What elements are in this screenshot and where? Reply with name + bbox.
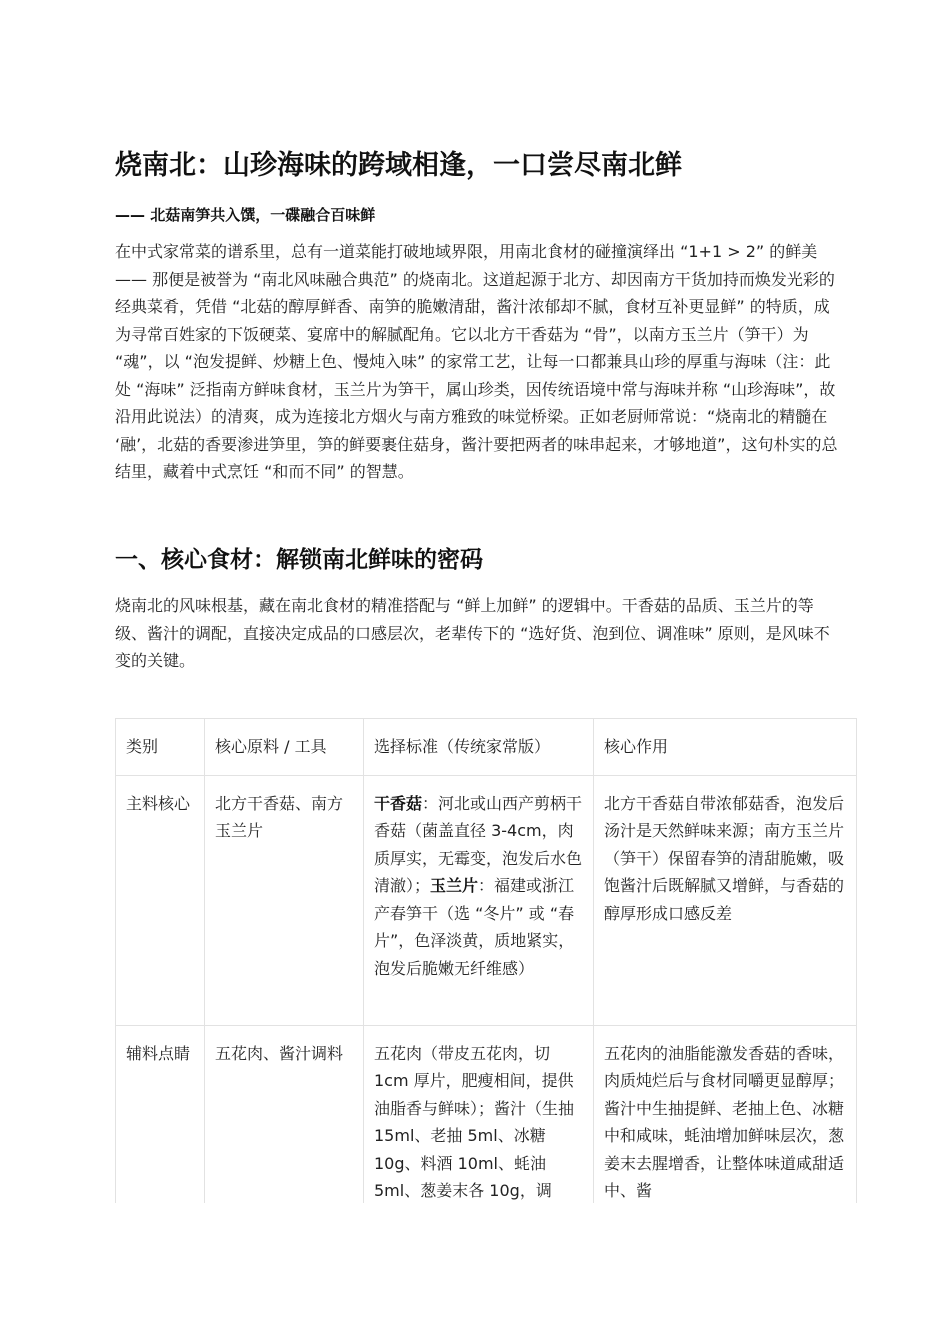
table-header-cell: 选择标准（传统家常版） (364, 719, 594, 776)
intro-paragraph: 在中式家常菜的谱系里，总有一道菜能打破地域界限，用南北食材的碰撞演绎出 “1+1 > 2” 的鲜美 —— 那便是被誉为 “南北风味融合典范” 的烧南北。这道起源于北方、却因南方干货加持而焕发光彩的经典菜肴，凭借 “北菇的醇厚鲜香、南笋的脆嫩清甜，酱汁浓郁却不腻，食材互补更显鲜” 的特质，成为寻常百姓家的下饭硬菜、宴席中的解腻配角。它以北方干香菇为 “骨”，以南方玉兰片（笋干）为 “魂”，以 “泡发提鲜、炒糖上色、慢炖入味” 的家常工艺，让每一口都兼具山珍的厚重与海味（注：此处 “海味” 泛指南方鲜味食材，玉兰片为笋干，属山珍类，因传统语境中常与海味并称 “山珍海味”，故沿用此说法）的清爽，成为连接北方烟火与南方雅致的味觉桥梁。正如老厨师常说：“烧南北的精髓在 ‘融’，北菇的香要渗进笋里，笋的鲜要裹住菇身，酱汁要把两者的味串起来，才够地道”，这句朴实的总结里，藏着中式烹饪 “和而不同” 的智慧。 (115, 242, 838, 481)
section-paragraph-ingredients: 烧南北的风味根基，藏在南北食材的精准搭配与 “鲜上加鲜” 的逻辑中。干香菇的品质、玉兰片的等级、酱汁的调配，直接决定成品的口感层次，老辈传下的 “选好货、泡到位、调准味” 原则，是风味不变的关键。 (115, 596, 830, 670)
page-subtitle: —— 北菇南笋共入馔，一碟融合百味鲜 (115, 206, 376, 224)
table-header-cell: 核心原料 / 工具 (205, 719, 364, 776)
table-cell-role: 五花肉的油脂能激发香菇的香味，肉质炖烂后与食材同嚼更显醇厚；酱汁中生抽提鲜、老抽上色、冰糖中和咸味，蚝油增加鲜味层次，葱姜末去腥增香，让整体味道咸甜适中、酱 (594, 1025, 857, 1203)
ingredients-table (115, 718, 857, 1203)
table-cell-materials: 北方干香菇、南方玉兰片 (205, 775, 364, 1025)
standard-text: ：福建或浙江产春笋干（选 “冬片” 或 “春片”，色泽淡黄，质地紧实，泡发后脆嫩无纤维感） (374, 876, 575, 978)
table-header-row (116, 719, 857, 776)
table-cell-standard (364, 775, 594, 1025)
table-cell-role: 北方干香菇自带浓郁菇香，泡发后汤汁是天然鲜味来源；南方玉兰片（笋干）保留春笋的清甜脆嫩，吸饱酱汁后既解腻又增鲜，与香菇的醇厚形成口感反差 (594, 775, 857, 1025)
page-title: 烧南北：山珍海味的跨域相逢，一口尝尽南北鲜 (115, 150, 682, 181)
table-header-cell: 核心作用 (594, 719, 857, 776)
standard-term: 玉兰片 (430, 876, 479, 895)
table-row (116, 1025, 857, 1203)
section-heading-ingredients: 一、核心食材：解锁南北鲜味的密码 (115, 547, 483, 573)
table-cell-standard: 五花肉（带皮五花肉，切 1cm 厚片，肥瘦相间，提供油脂香与鲜味）；酱汁（生抽 15ml、老抽 5ml、冰糖 10g、料酒 10ml、蚝油 5ml、葱姜末各 10g，调 (364, 1025, 594, 1203)
table-cell-category: 辅料点睛 (116, 1025, 205, 1203)
table-cell-category: 主料核心 (116, 775, 205, 1025)
table-row (116, 775, 857, 1025)
table-header-cell: 类别 (116, 719, 205, 776)
standard-text: ：河北或山西产剪柄干香菇（菌盖直径 3-4cm，肉质厚实，无霉变，泡发后水色清澈）； (374, 793, 583, 895)
standard-term: 干香菇 (374, 793, 423, 813)
table-cell-materials: 五花肉、酱汁调料 (205, 1025, 364, 1203)
